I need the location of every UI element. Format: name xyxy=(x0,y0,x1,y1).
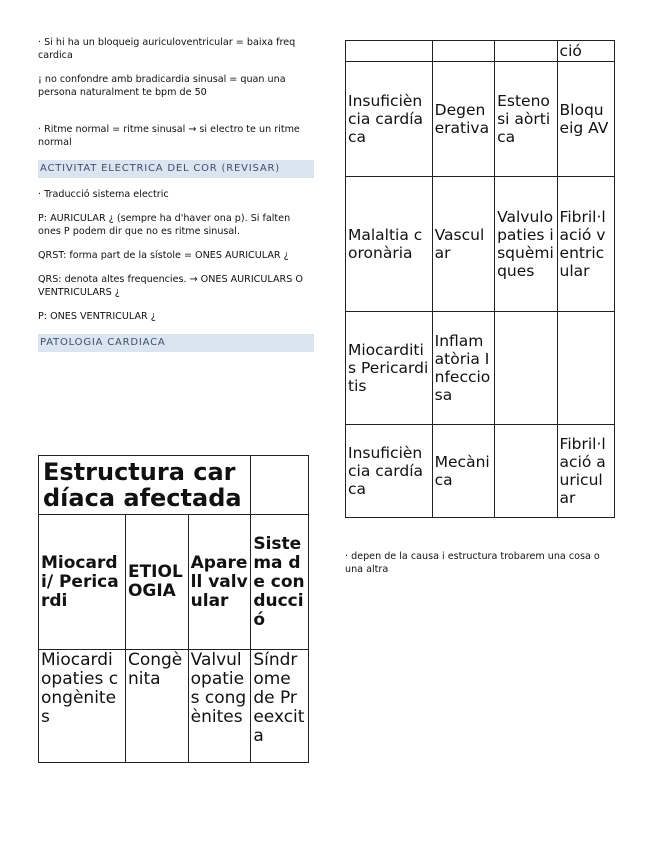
table-cell: Fibril·lació ventricular xyxy=(557,177,614,312)
note-av-block: · Si hi ha un bloqueig auriculoventricular = baixa freq cardica xyxy=(38,37,296,61)
table-cell: Fibril·lació auricular xyxy=(557,425,614,518)
table-cell xyxy=(495,41,557,62)
header-conduction: Sistema de conducció xyxy=(251,515,309,650)
note-qrs: QRS: denota altes frequencies. → ONES AURICULARS O VENTRICULARS ¿ xyxy=(38,274,303,298)
pathology-table xyxy=(345,40,615,518)
table-cell: Insuficiència cardíaca xyxy=(346,62,433,177)
table-row xyxy=(346,312,615,425)
table-cell: Valvulopaties isquèmiques xyxy=(495,177,557,312)
table-row xyxy=(346,425,615,518)
table-cell: Inflamatòria Infecciosa xyxy=(432,312,494,425)
table-cell: Miocarditis Pericarditis xyxy=(346,312,433,425)
cell-congenital-valvulopathies: Valvulopaties congènites xyxy=(188,650,251,763)
table-row xyxy=(346,41,615,62)
header-myocardium: Miocardi/ Pericardi xyxy=(39,515,126,650)
table-cell xyxy=(432,41,494,62)
note-cause-structure: · depen de la causa i estructura trobarem una cosa o una altra xyxy=(345,550,600,575)
table-cell: Estenosi aòrtica xyxy=(495,62,557,177)
table-cell: Vascular xyxy=(432,177,494,312)
header-etiology: ETIOLOGIA xyxy=(125,515,188,650)
cell-congenital: Congènita xyxy=(125,650,188,763)
table-cell: Insuficiència cardíaca xyxy=(346,425,433,518)
table-cell: Bloqueig AV xyxy=(557,62,614,177)
table-title-empty-cell xyxy=(251,456,309,515)
heading-cardiac-pathology: PATOLOGIA CARDIACA xyxy=(38,334,314,352)
table-cell xyxy=(495,312,557,425)
cell-cardiomyopathies: Miocardiopaties congènites xyxy=(39,650,126,763)
structure-table xyxy=(38,455,309,763)
table-cell: Degenerativa xyxy=(432,62,494,177)
table-cell xyxy=(557,312,614,425)
table-cell xyxy=(495,425,557,518)
note-qrst: QRST: forma part de la sístole = ONES AURICULAR ¿ xyxy=(38,250,289,261)
note-p-ventricular: P: ONES VENTRICULAR ¿ xyxy=(38,311,156,322)
notes-column xyxy=(38,36,314,362)
header-valvular: Aparell valvular xyxy=(188,515,251,650)
table-title-cell: Estructura cardíaca afectada xyxy=(39,456,251,515)
cell-preexcitation: Síndrome de Preexcita xyxy=(251,650,309,763)
note-bradycardia: ¡ no confondre amb bradicardia sinusal = quan una persona naturalment te bpm de 50 xyxy=(38,74,286,98)
table-cell xyxy=(346,41,433,62)
note-sinus-rhythm: · Ritme normal = ritme sinusal → si electro te un ritme normal xyxy=(38,124,300,148)
note-p-wave: P: AURICULAR ¿ (sempre ha d'haver ona p). Si falten ones P podem dir que no es ritme sinusal. xyxy=(38,213,291,237)
table-row xyxy=(346,62,615,177)
table-cell: Malaltia coronària xyxy=(346,177,433,312)
heading-electrical-activity: ACTIVITAT ELECTRICA DEL COR (REVISAR) xyxy=(38,160,314,178)
note-electric-system: · Traducció sistema electric xyxy=(38,189,169,200)
table-row xyxy=(346,177,615,312)
table-cell: ció xyxy=(557,41,614,62)
table-cell: Mecànica xyxy=(432,425,494,518)
